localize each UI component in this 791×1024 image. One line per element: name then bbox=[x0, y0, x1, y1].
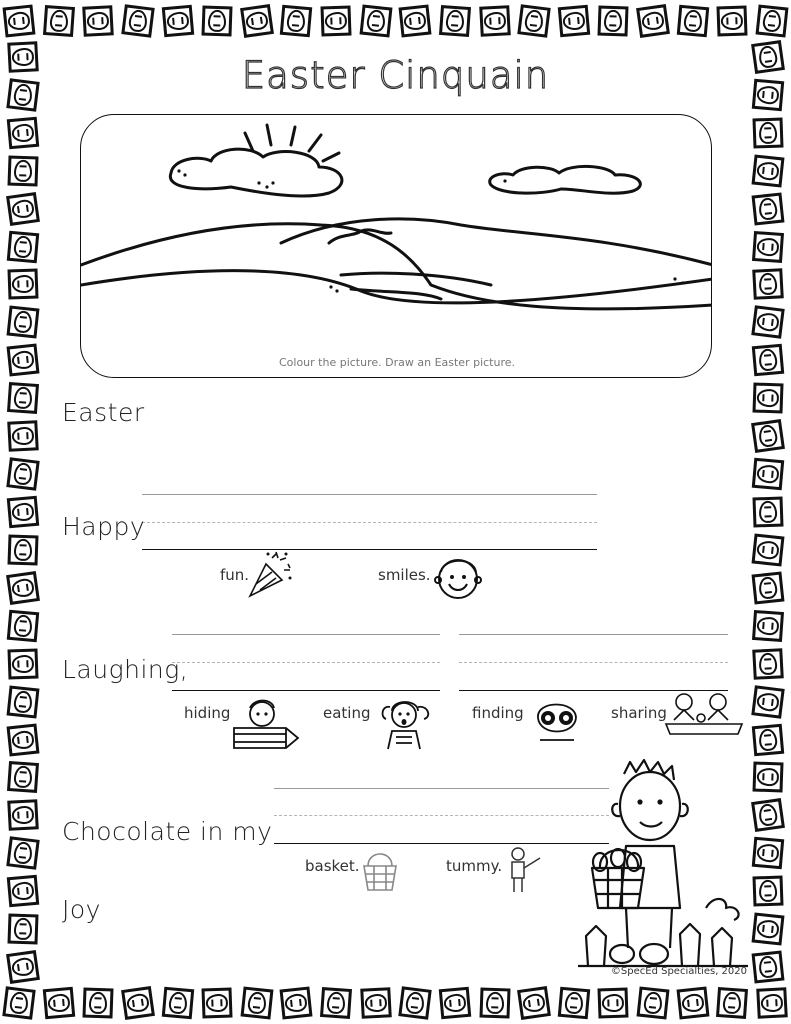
egg-band bbox=[768, 15, 776, 27]
egg-band bbox=[449, 999, 461, 1007]
egg-band bbox=[19, 923, 27, 934]
egg-band bbox=[132, 999, 144, 1008]
easter-egg-tile bbox=[399, 5, 432, 38]
easter-egg-tile bbox=[637, 987, 670, 1020]
easter-egg-tile bbox=[752, 951, 785, 984]
egg-band bbox=[19, 544, 27, 555]
egg-band bbox=[55, 15, 63, 27]
egg-band bbox=[19, 392, 27, 404]
word-finding: finding bbox=[472, 704, 524, 722]
line3b-writing-mid bbox=[459, 662, 728, 663]
egg-band bbox=[94, 997, 102, 1008]
boy-with-egg-basket-icon bbox=[578, 758, 748, 972]
egg-band bbox=[764, 809, 773, 821]
word-eating: eating bbox=[323, 704, 371, 722]
egg-band bbox=[19, 165, 27, 176]
easter-egg-tile bbox=[7, 420, 39, 452]
easter-egg-tile bbox=[240, 4, 274, 38]
easter-egg-tile bbox=[7, 761, 39, 793]
easter-egg-tile bbox=[202, 5, 233, 36]
egg-band bbox=[764, 961, 772, 973]
easter-egg-tile bbox=[752, 496, 783, 527]
egg-band bbox=[17, 735, 29, 743]
egg-band bbox=[17, 584, 29, 593]
word-hiding: hiding bbox=[184, 704, 231, 722]
egg-band bbox=[17, 281, 28, 289]
easter-egg-tile bbox=[6, 571, 40, 605]
egg-band bbox=[764, 658, 772, 670]
line2-writing-base[interactable] bbox=[142, 549, 597, 550]
egg-band bbox=[762, 167, 774, 175]
picture-box bbox=[80, 114, 712, 378]
egg-band bbox=[762, 546, 774, 554]
easter-egg-tile bbox=[7, 610, 40, 643]
egg-band bbox=[764, 354, 772, 366]
egg-band bbox=[762, 243, 774, 251]
egg-band bbox=[766, 999, 778, 1007]
easter-egg-tile bbox=[752, 231, 784, 263]
easter-egg-tile bbox=[320, 987, 352, 1019]
children-sharing-icon bbox=[664, 690, 744, 740]
egg-band bbox=[53, 999, 65, 1007]
egg-band bbox=[19, 468, 27, 480]
easter-egg-tile bbox=[752, 913, 785, 946]
easter-egg-tile bbox=[3, 5, 36, 38]
egg-band bbox=[173, 997, 181, 1009]
easter-egg-tile bbox=[752, 648, 784, 680]
easter-egg-tile bbox=[2, 986, 35, 1019]
easter-egg-tile bbox=[6, 950, 40, 984]
egg-band bbox=[764, 886, 772, 897]
easter-egg-tile bbox=[7, 914, 38, 945]
egg-band bbox=[290, 999, 302, 1007]
easter-egg-tile bbox=[752, 533, 785, 566]
egg-band bbox=[253, 997, 261, 1009]
easter-egg-tile bbox=[752, 383, 783, 414]
egg-band bbox=[17, 129, 29, 137]
egg-band bbox=[764, 506, 772, 517]
easter-egg-tile bbox=[280, 987, 313, 1020]
easter-egg-tile bbox=[676, 987, 709, 1020]
egg-band bbox=[727, 17, 738, 25]
easter-egg-tile bbox=[756, 987, 788, 1019]
easter-egg-tile bbox=[517, 4, 550, 37]
easter-egg-tile bbox=[558, 5, 591, 38]
egg-band bbox=[762, 622, 774, 630]
egg-band bbox=[92, 17, 104, 25]
easter-egg-tile bbox=[751, 419, 785, 453]
egg-band bbox=[17, 660, 28, 668]
egg-band bbox=[17, 204, 29, 213]
easter-egg-tile bbox=[636, 4, 670, 38]
easter-egg-tile bbox=[752, 762, 783, 793]
word-basket: basket. bbox=[305, 857, 360, 875]
egg-band bbox=[172, 17, 184, 25]
line2-writing-top bbox=[142, 494, 597, 495]
easter-egg-tile bbox=[7, 230, 40, 263]
word-smiles: smiles. bbox=[378, 566, 431, 584]
egg-band bbox=[19, 316, 27, 328]
egg-band bbox=[292, 15, 300, 27]
egg-band bbox=[649, 997, 657, 1009]
egg-band bbox=[762, 849, 774, 857]
child-binoculars-icon bbox=[530, 694, 584, 746]
line3a-writing-top bbox=[172, 634, 440, 635]
egg-band bbox=[689, 15, 697, 27]
egg-band bbox=[764, 279, 772, 291]
easter-egg-tile bbox=[42, 987, 75, 1020]
easter-egg-tile bbox=[359, 5, 392, 38]
line3a-writing-mid bbox=[172, 662, 440, 663]
egg-band bbox=[764, 582, 772, 594]
egg-band bbox=[19, 847, 27, 859]
line5-label: Joy bbox=[62, 895, 101, 924]
smiling-face-icon bbox=[433, 552, 483, 606]
egg-band bbox=[568, 17, 580, 25]
egg-band bbox=[19, 241, 27, 253]
easter-egg-tile bbox=[752, 117, 783, 148]
copyright-notice: ©SpecEd Specialties, 2020 bbox=[610, 966, 747, 977]
easter-egg-tile bbox=[6, 837, 39, 870]
egg-band bbox=[530, 15, 538, 27]
egg-band bbox=[370, 999, 382, 1007]
egg-band bbox=[647, 17, 659, 26]
egg-band bbox=[528, 999, 540, 1008]
easter-egg-tile bbox=[7, 269, 38, 300]
egg-band bbox=[570, 997, 578, 1009]
easter-egg-tile bbox=[717, 5, 748, 36]
egg-band bbox=[13, 17, 25, 25]
boy-icon bbox=[506, 846, 544, 900]
egg-band bbox=[764, 430, 773, 442]
easter-basket-icon bbox=[362, 848, 398, 896]
egg-band bbox=[764, 127, 772, 138]
egg-band bbox=[764, 203, 772, 215]
egg-band bbox=[372, 15, 380, 27]
easter-egg-tile bbox=[752, 723, 785, 756]
line2-writing-mid bbox=[142, 522, 597, 523]
egg-band bbox=[19, 772, 27, 784]
easter-egg-tile bbox=[7, 875, 40, 908]
egg-band bbox=[17, 887, 29, 895]
easter-egg-tile bbox=[43, 5, 75, 37]
egg-band bbox=[134, 15, 142, 27]
egg-band bbox=[491, 997, 499, 1008]
egg-band bbox=[610, 15, 618, 26]
egg-band bbox=[17, 356, 29, 364]
easter-egg-tile bbox=[7, 496, 40, 529]
easter-egg-tile bbox=[479, 5, 511, 37]
egg-band bbox=[411, 997, 419, 1009]
easter-egg-tile bbox=[161, 5, 194, 38]
line1-label: Easter bbox=[62, 398, 145, 427]
word-sharing: sharing bbox=[611, 704, 667, 722]
egg-band bbox=[17, 508, 29, 516]
egg-band bbox=[409, 17, 421, 25]
egg-band bbox=[764, 734, 772, 746]
party-popper-icon bbox=[246, 550, 294, 604]
egg-band bbox=[213, 15, 221, 26]
easter-egg-tile bbox=[598, 987, 629, 1018]
line3b-writing-top bbox=[459, 634, 728, 635]
easter-egg-tile bbox=[558, 987, 591, 1020]
egg-band bbox=[251, 17, 263, 26]
easter-egg-tile bbox=[752, 154, 785, 187]
egg-band bbox=[15, 997, 23, 1009]
easter-egg-tile bbox=[7, 534, 38, 565]
egg-band bbox=[17, 811, 29, 819]
easter-egg-tile bbox=[751, 685, 784, 718]
easter-egg-tile bbox=[751, 306, 784, 339]
easter-egg-tile bbox=[7, 723, 40, 756]
easter-egg-tile bbox=[7, 382, 39, 414]
egg-band bbox=[17, 432, 29, 440]
easter-egg-tile bbox=[121, 4, 154, 37]
egg-band bbox=[451, 15, 459, 27]
easter-egg-tile bbox=[7, 155, 38, 186]
easter-egg-tile bbox=[751, 798, 785, 832]
easter-egg-tile bbox=[7, 117, 40, 150]
landscape-drawing bbox=[81, 115, 712, 378]
easter-egg-tile bbox=[321, 5, 352, 36]
picture-instruction: Colour the picture. Draw an Easter picture. bbox=[278, 356, 516, 369]
easter-egg-tile bbox=[6, 457, 39, 490]
easter-egg-tile bbox=[752, 571, 785, 604]
easter-egg-tile bbox=[399, 986, 432, 1019]
line3-label: Laughing, bbox=[62, 655, 189, 684]
egg-band bbox=[17, 963, 29, 972]
child-behind-pencil-icon bbox=[232, 694, 300, 754]
egg-band bbox=[762, 774, 773, 782]
line2-label: Happy bbox=[62, 512, 146, 541]
egg-band bbox=[762, 470, 774, 478]
easter-egg-tile bbox=[752, 192, 785, 225]
easter-egg-tile bbox=[161, 987, 194, 1020]
easter-egg-tile bbox=[439, 987, 472, 1020]
easter-egg-tile bbox=[7, 648, 38, 679]
egg-band bbox=[330, 17, 341, 25]
easter-egg-tile bbox=[82, 5, 114, 37]
easter-egg-tile bbox=[202, 987, 233, 1018]
egg-band bbox=[489, 17, 501, 25]
easter-egg-tile bbox=[240, 987, 273, 1020]
line4-writing-top bbox=[274, 788, 609, 789]
easter-egg-tile bbox=[7, 685, 40, 718]
easter-egg-tile bbox=[6, 192, 40, 226]
easter-egg-tile bbox=[7, 344, 40, 377]
egg-band bbox=[762, 394, 773, 402]
easter-egg-tile bbox=[676, 5, 709, 38]
easter-egg-tile bbox=[280, 5, 313, 38]
easter-egg-tile bbox=[121, 986, 155, 1020]
easter-egg-tile bbox=[360, 987, 392, 1019]
word-fun: fun. bbox=[220, 566, 250, 584]
easter-egg-tile bbox=[752, 344, 785, 377]
easter-egg-tile bbox=[752, 458, 785, 491]
line4-label: Chocolate in my bbox=[62, 817, 273, 846]
worksheet-title: Easter Cinquain bbox=[241, 54, 550, 97]
easter-egg-tile bbox=[7, 306, 40, 339]
egg-band bbox=[762, 925, 774, 933]
easter-egg-tile bbox=[7, 800, 39, 832]
easter-egg-tile bbox=[83, 987, 114, 1018]
egg-band bbox=[19, 620, 27, 632]
egg-band bbox=[762, 318, 774, 326]
easter-egg-tile bbox=[598, 5, 629, 36]
egg-band bbox=[762, 697, 774, 705]
easter-egg-tile bbox=[479, 987, 510, 1018]
egg-band bbox=[687, 999, 699, 1007]
easter-egg-tile bbox=[439, 5, 471, 37]
line4-writing-base[interactable] bbox=[274, 843, 609, 844]
girl-eating-icon bbox=[374, 693, 440, 755]
easter-egg-tile bbox=[752, 876, 783, 907]
line4-writing-mid bbox=[274, 815, 609, 816]
egg-band bbox=[211, 999, 222, 1007]
line3a-writing-base[interactable] bbox=[172, 690, 440, 691]
word-tummy: tummy. bbox=[446, 857, 503, 875]
easter-egg-tile bbox=[752, 837, 785, 870]
egg-band bbox=[728, 997, 736, 1009]
easter-egg-tile bbox=[752, 610, 784, 642]
easter-egg-tile bbox=[756, 5, 789, 38]
easter-egg-tile bbox=[752, 269, 784, 301]
egg-band bbox=[19, 696, 27, 708]
easter-egg-tile bbox=[716, 987, 748, 1019]
easter-egg-tile bbox=[517, 986, 551, 1020]
egg-band bbox=[608, 999, 619, 1007]
egg-band bbox=[332, 997, 340, 1009]
